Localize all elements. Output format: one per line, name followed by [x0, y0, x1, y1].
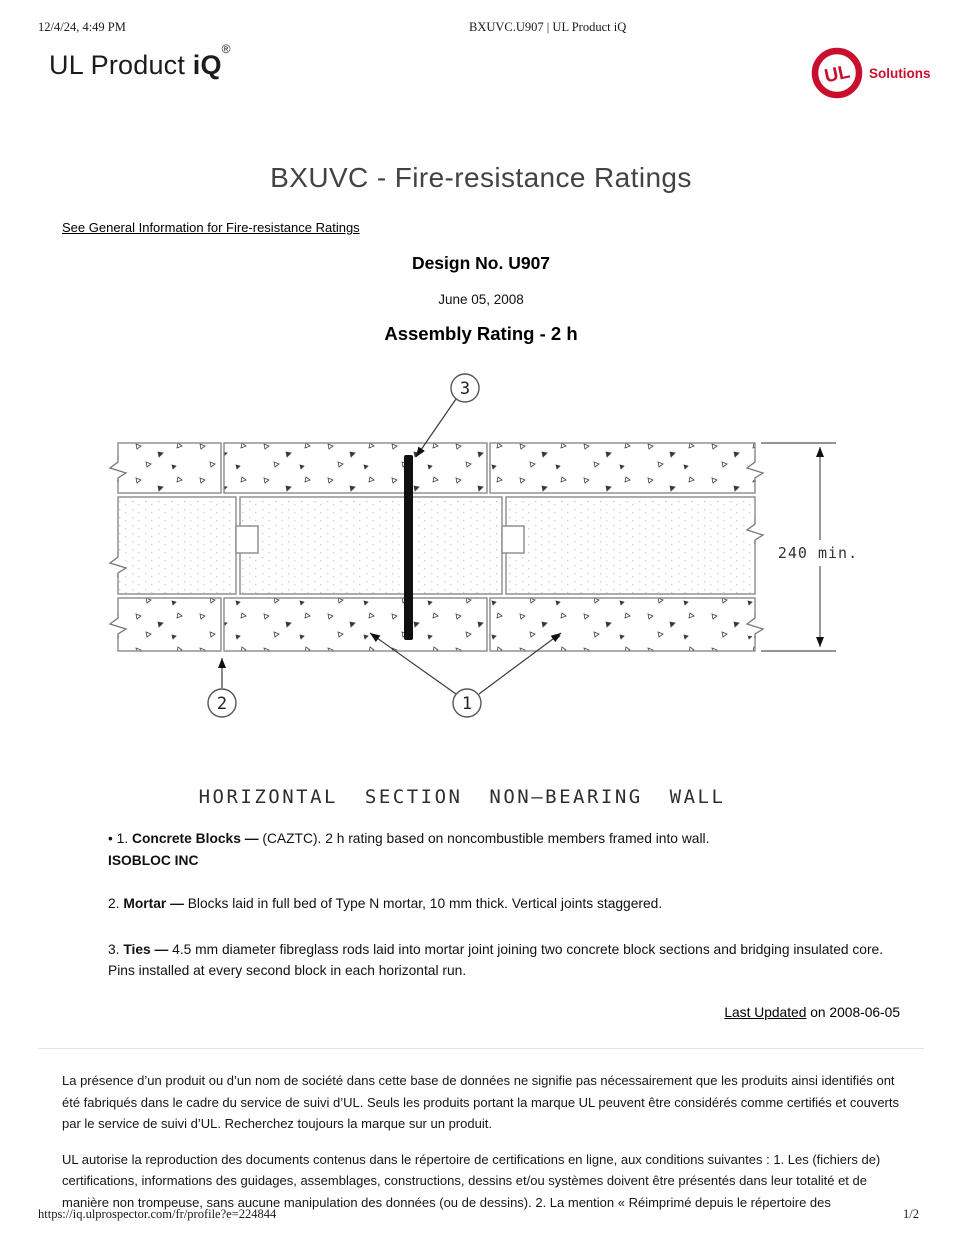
- item-desc: (CAZTC). 2 h rating based on noncombustible members framed into wall.: [262, 831, 710, 846]
- item-term: Concrete Blocks —: [132, 831, 263, 846]
- print-footer-page-number: 1/2: [903, 1207, 919, 1221]
- item-desc: 4.5 mm diameter fibreglass rods laid into mortar joint joining two concrete block sections and bridging insulated core. Pins installed at every second block in each horizontal run.: [108, 941, 884, 978]
- item-term: Ties —: [123, 941, 173, 957]
- item-concrete-blocks: [108, 828, 890, 850]
- design-number: Design No. U907: [411, 253, 551, 273]
- svg-text:3: 3: [459, 379, 471, 399]
- last-updated: [724, 1005, 900, 1020]
- item-manufacturer: ISOBLOC INC: [108, 852, 199, 868]
- print-footer-url: https://iq.ulprospector.com/fr/profile?e=224844: [38, 1207, 277, 1221]
- legal-text: [62, 1070, 904, 1227]
- divider: [38, 1048, 924, 1049]
- wall-section-diagram: [0, 370, 962, 730]
- design-date: June 05, 2008: [438, 292, 524, 307]
- wall-bottom-row: [118, 598, 755, 651]
- svg-text:2: 2: [216, 694, 228, 714]
- item-number: 2.: [108, 896, 124, 911]
- print-header-title: BXUVC.U907 | UL Product iQ: [469, 20, 627, 34]
- item-term: Mortar —: [123, 896, 188, 911]
- assembly-rating: Assembly Rating - 2 h: [384, 323, 578, 344]
- diagram-caption: HORIZONTAL SECTION NON—BEARING WALL: [198, 786, 726, 808]
- logo-iq: iQ: [192, 50, 222, 80]
- page-title: BXUVC - Fire-resistance Ratings: [270, 162, 692, 193]
- ul-product-iq-logo: [49, 42, 231, 81]
- wall-core-row: [118, 497, 755, 594]
- wall-top-row: [118, 443, 755, 493]
- item-mortar: [108, 893, 890, 915]
- item-desc: Blocks laid in full bed of Type N mortar, 10 mm thick. Vertical joints staggered.: [187, 896, 663, 911]
- last-updated-date: on 2008-06-05: [806, 1005, 900, 1020]
- item-ties: [108, 939, 890, 982]
- solutions-label: Solutions: [869, 66, 931, 81]
- logo-text: UL Product: [49, 50, 193, 80]
- print-header-date: 12/4/24, 4:49 PM: [38, 20, 126, 34]
- ul-solutions-logo: [803, 44, 958, 109]
- ul-mark-letters: UL: [822, 61, 852, 88]
- last-updated-link[interactable]: Last Updated: [724, 1005, 807, 1020]
- item-list: [108, 828, 890, 982]
- ul-circle-icon: [803, 44, 958, 104]
- dimension-label: 240 min.: [777, 544, 859, 562]
- general-info-link[interactable]: See General Information for Fire-resistance Ratings: [62, 220, 360, 235]
- core-joint-notch: [502, 526, 524, 553]
- item-number: • 1.: [108, 831, 133, 846]
- legal-paragraph-fr-2: UL autorise la reproduction des documents contenus dans le répertoire de certifications en ligne, aux conditions suivantes : 1. Les (fichiers de) certifications, informations des guidages, assemblages, constructions, dessins et/ou systèmes doivent être présentés dans leur totalité et de manière non trompeuse, sans aucune manipulation des données (ou de dessins). 2. La mention « Réimprimé depuis le répertoire des: [62, 1151, 881, 1210]
- item-number: 3.: [108, 941, 124, 957]
- registered-mark-icon: ®: [221, 42, 231, 56]
- legal-paragraph-fr-1: La présence d’un produit ou d’un nom de société dans cette base de données ne signifie pas nécessairement que les produits ainsi identifiés ont été fabriqués dans le cadre du service de suivi d’UL. Seuls les produits portant la marque UL peuvent être considérés comme certifiés et couverts par le service de suivi d’UL. Recherchez toujours la marque sur un produit.: [62, 1073, 900, 1131]
- tie-rod: [404, 455, 413, 640]
- svg-text:1: 1: [461, 694, 473, 714]
- core-joint-notch: [236, 526, 258, 553]
- callout-2: [208, 658, 236, 717]
